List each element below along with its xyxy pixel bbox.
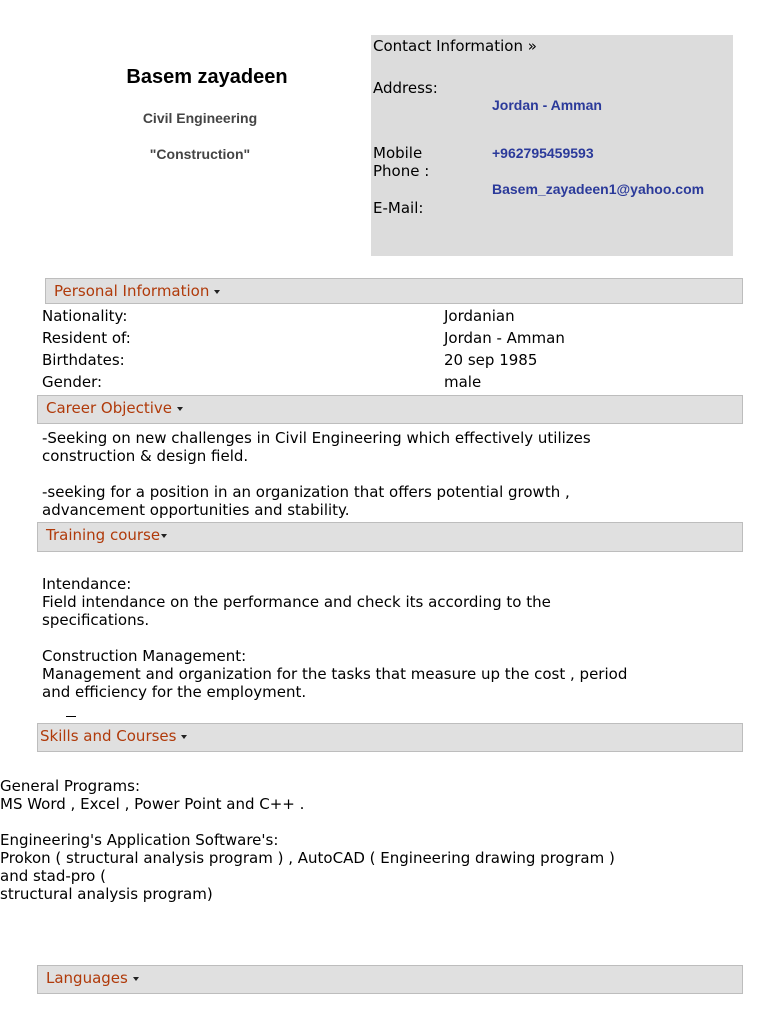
personal-info-header[interactable] bbox=[45, 278, 743, 304]
career-line: -Seeking on new challenges in Civil Engineering which effectively utilizes bbox=[42, 429, 591, 447]
personal-info-title: Personal Information bbox=[54, 282, 220, 300]
address-value: Jordan - Amman bbox=[492, 97, 602, 113]
languages-header[interactable] bbox=[37, 965, 743, 994]
caret-down-icon bbox=[133, 977, 139, 981]
skills-text bbox=[0, 777, 615, 903]
skills-heading: General Programs: bbox=[0, 777, 141, 795]
mobile-label bbox=[373, 144, 429, 180]
training-course-title: Training course bbox=[46, 526, 167, 544]
training-line: and efficiency for the employment. bbox=[42, 683, 307, 701]
resident-label: Resident of: bbox=[42, 329, 131, 347]
skills-header[interactable] bbox=[37, 723, 743, 752]
gender-value: male bbox=[444, 373, 482, 391]
mobile-label-line2: Phone : bbox=[373, 162, 430, 180]
career-line: -seeking for a position in an organization that offers potential growth , bbox=[42, 483, 570, 501]
languages-title: Languages bbox=[46, 969, 139, 987]
contact-box bbox=[371, 35, 733, 256]
caret-down-icon bbox=[181, 735, 187, 739]
career-objective-header[interactable] bbox=[37, 395, 743, 424]
email-label: E-Mail: bbox=[373, 199, 424, 217]
training-line: Management and organization for the tasks that measure up the cost , period bbox=[42, 665, 628, 683]
gender-label: Gender: bbox=[42, 373, 103, 391]
training-line: specifications. bbox=[42, 611, 150, 629]
resident-value: Jordan - Amman bbox=[444, 329, 565, 347]
caret-down-icon bbox=[214, 290, 220, 294]
skills-heading: Engineering's Application Software's: bbox=[0, 831, 279, 849]
skills-line: structural analysis program) bbox=[0, 885, 213, 903]
skills-title: Skills and Courses bbox=[40, 727, 187, 745]
career-objective-text bbox=[42, 429, 591, 519]
skills-line: MS Word , Excel , Power Point and C++ . bbox=[0, 795, 305, 813]
training-course-text bbox=[42, 575, 627, 701]
career-line: construction & design field. bbox=[42, 447, 249, 465]
training-course-header[interactable] bbox=[37, 522, 743, 552]
training-heading: Intendance: bbox=[42, 575, 132, 593]
caret-down-icon bbox=[161, 534, 167, 538]
email-value[interactable]: Basem_zayadeen1@yahoo.com bbox=[492, 181, 705, 197]
mobile-value: +962795459593 bbox=[492, 145, 594, 161]
divider bbox=[66, 716, 76, 717]
candidate-field: Civil Engineering bbox=[142, 110, 258, 126]
career-objective-title: Career Objective bbox=[46, 399, 183, 417]
personal-labels bbox=[42, 305, 131, 393]
training-line: Field intendance on the performance and check its according to the bbox=[42, 593, 551, 611]
caret-down-icon bbox=[177, 407, 183, 411]
mobile-label-line1: Mobile bbox=[373, 144, 423, 162]
nationality-value: Jordanian bbox=[444, 307, 515, 325]
candidate-specialty: "Construction" bbox=[149, 146, 251, 162]
birthdate-label: Birthdates: bbox=[42, 351, 125, 369]
address-label: Address: bbox=[373, 79, 438, 97]
birthdate-value: 20 sep 1985 bbox=[444, 351, 538, 369]
contact-title[interactable]: Contact Information » bbox=[373, 37, 537, 55]
candidate-name: Basem zayadeen bbox=[126, 66, 288, 88]
nationality-label: Nationality: bbox=[42, 307, 128, 325]
training-heading: Construction Management: bbox=[42, 647, 247, 665]
personal-values bbox=[444, 305, 565, 393]
skills-line: Prokon ( structural analysis program ) , AutoCAD ( Engineering drawing program ) bbox=[0, 849, 615, 867]
skills-line: and stad-pro ( bbox=[0, 867, 106, 885]
career-line: advancement opportunities and stability. bbox=[42, 501, 350, 519]
